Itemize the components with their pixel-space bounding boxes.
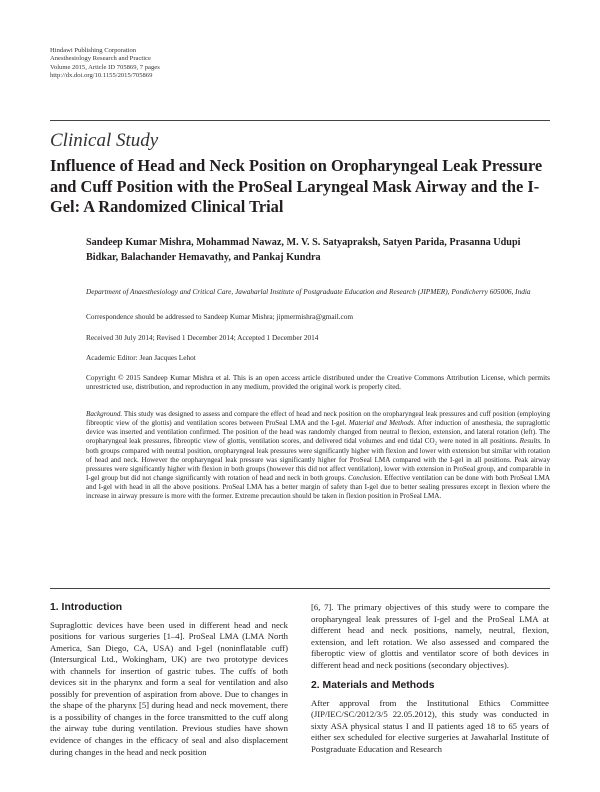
abstract-methods-label: Material and Methods. bbox=[348, 419, 416, 428]
methods-paragraph: After approval from the Institutional Ethics Committee (JIP/IEC/SC/2012/3/5 22.05.2012), this study was conducted in sixty ASA physical status I and II patients aged 18 to 65 years of either sex scheduled for elective surgeries at Jawaharlal Institute of Postgraduate Education and Research bbox=[311, 697, 549, 755]
right-column bbox=[311, 602, 549, 756]
article-type: Clinical Study bbox=[50, 130, 159, 151]
abstract bbox=[86, 410, 550, 502]
abstract-results: In both groups compared with neutral position, oropharyngeal leak pressures were significantly higher with flexion and lower with extension but similar with rotation of head and neck. However the oropharyngeal leak pressure was significantly higher for ProSeal LMA compared with the I-gel in all positions. Peak airway pressures were significantly higher with flexion in both groups (however this did not affect ventilation), lower with extension in ProSeal group, and comparable in I-gel group but did not change significantly with rotation of head and neck in both groups. bbox=[86, 437, 551, 483]
abstract-divider bbox=[50, 588, 550, 589]
author-list: Sandeep Kumar Mishra, Mohammad Nawaz, M. V. S. Satyapraksh, Satyen Parida, Prasanna Udupi Bidkar, Balachander Hemavathy, and Pankaj Kundra bbox=[86, 237, 521, 263]
left-column bbox=[50, 602, 288, 758]
header-divider bbox=[50, 120, 550, 121]
abstract-background: This study was designed to assess and compare the effect of head and neck position on the oropharyngeal leak pressures and cuff position (employing fibreoptic view of the glottis) and ventilation scores between ProSeal LMA and the I-gel. bbox=[86, 410, 550, 428]
intro-continuation: [6, 7]. The primary objectives of this study were to compare the oropharyngeal leak pressures of I-gel and the ProSeal LMA at different head and neck positions, namely, neutral, flexion, extension, and left rotation. We also assessed and compared the fiberoptic view of glottis and ventilator score of both devices in different head and neck positions (secondary objectives). bbox=[311, 602, 549, 670]
abstract-methods: After induction of anesthesia, the supraglottic device was inserted and ventilation confirmed. The position of the head was randomly changed from neutral to flexion, extension, and lateral rotation (left). The oropharyngeal leak pressures, fibreoptic view of glottis, ventilation scores, and delivered tidal volumes and end tidal CO₂ were noted in all positions. bbox=[86, 419, 550, 446]
doi-link[interactable]: http://dx.doi.org/10.1155/2015/705869 bbox=[50, 72, 153, 80]
abstract-background-label: Background. bbox=[86, 410, 123, 418]
affiliation: Department of Anaesthesiology and Critical Care, Jawaharlal Institute of Postgraduate Education and Research (JIPMER), Pondicherry 605006, India bbox=[86, 287, 531, 296]
journal-header bbox=[50, 47, 160, 81]
methods-heading: 2. Materials and Methods bbox=[311, 680, 435, 692]
journal-name: Anesthesiology Research and Practice bbox=[50, 55, 151, 63]
copyright-notice: Copyright © 2015 Sandeep Kumar Mishra et al. This is an open access article distributed under the Creative Commons Attribution License, which permits unrestricted use, distribution, and reproduction in any medium, provided the original work is properly cited. bbox=[86, 373, 550, 392]
academic-editor: Academic Editor: Jean Jacques Lehot bbox=[86, 353, 196, 362]
abstract-conclusion: Effective ventilation can be done with both ProSeal LMA and I-gel with head in all the above positions. ProSeal LMA has a better margin of safety than I-gel due to better sealing pressures except in flexion where the increase in airway pressure is more with the former. Extreme precaution should be taken in flexion position in ProSeal LMA. bbox=[86, 474, 550, 501]
correspondence: Correspondence should be addressed to Sandeep Kumar Mishra; jipmermishra@gmail.com bbox=[86, 312, 354, 321]
article-title: Influence of Head and Neck Position on Oropharyngeal Leak Pressure and Cuff Position with the ProSeal Laryngeal Mask Airway and the I-Gel: A Randomized Clinical Trial bbox=[50, 156, 543, 216]
intro-heading: 1. Introduction bbox=[50, 602, 123, 613]
publisher: Hindawi Publishing Corporation bbox=[50, 47, 137, 54]
received-dates: Received 30 July 2014; Revised 1 December 2014; Accepted 1 December 2014 bbox=[86, 333, 319, 342]
intro-paragraph: Supraglottic devices have been used in different head and neck positions for various surgeries [1–4]. ProSeal LMA (LMA North America, San Diego, CA, USA) and I-gel (noninflatable cuff) (Intersurgical Ltd., Wokingham, UK) are two prototype devices with channels for insertion of gastric tubes. The cuffs of both devices sit in the pharynx and form a seal for ventilation and also possibly for prevention of aspiration from above. Due to changes in the shape of the pharynx [5] during head and neck movement, there is a possibility of changes in the force transmitted to the cuff along the airway tube during ventilation. Previous studies have shown evidence of changes in the efficacy of seal and also displacement during changes in the head and neck position bbox=[50, 619, 288, 757]
abstract-conclusion-label: Conclusion. bbox=[348, 474, 383, 483]
volume-info: Volume 2015, Article ID 705869, 7 pages bbox=[50, 63, 160, 71]
abstract-results-label: Results. bbox=[519, 437, 542, 446]
